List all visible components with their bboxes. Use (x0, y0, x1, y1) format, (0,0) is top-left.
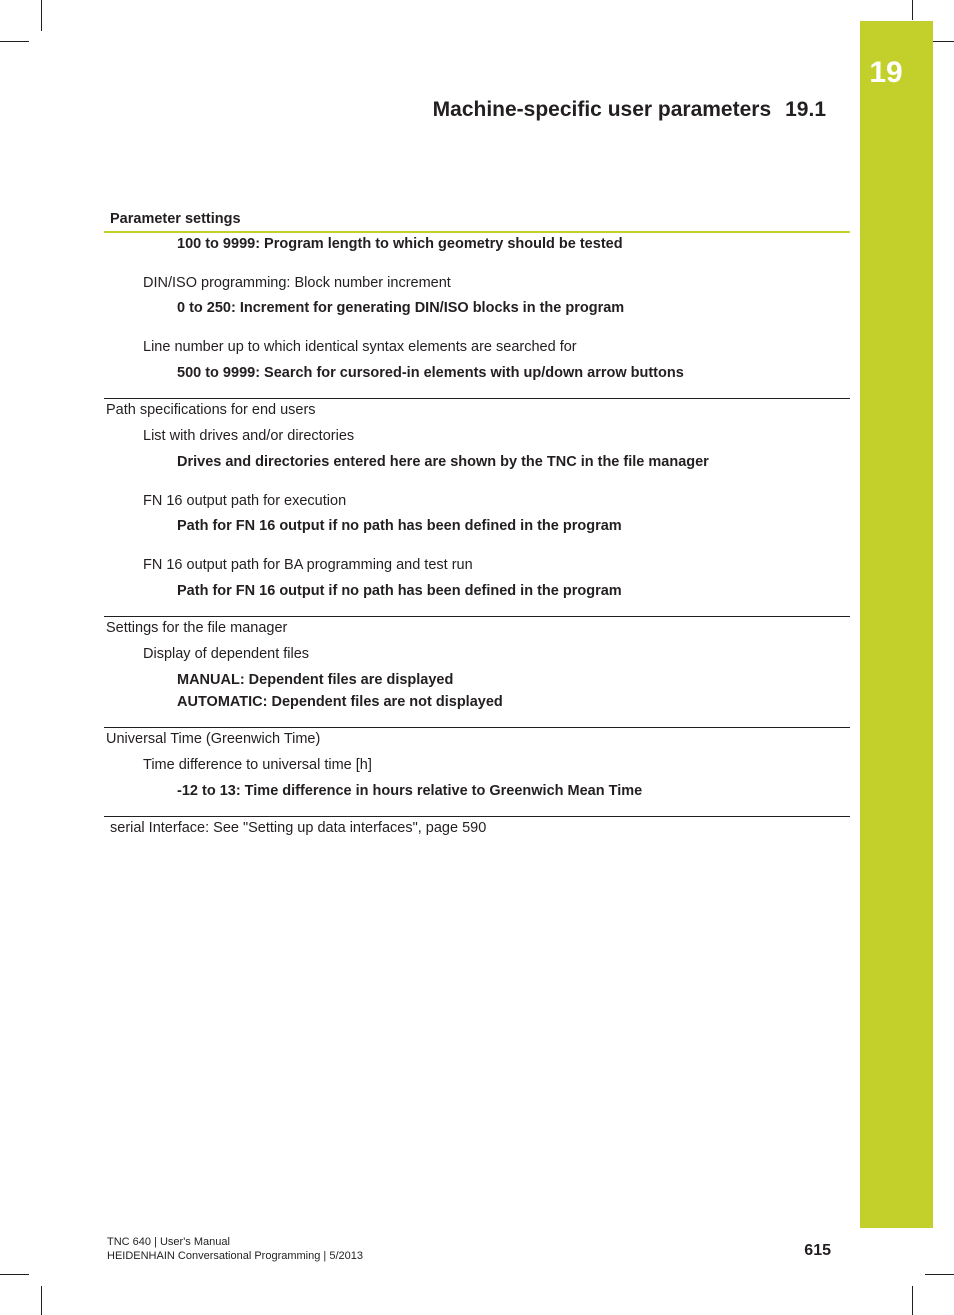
crop-mark (41, 0, 42, 31)
param-value: 100 to 9999: Program length to which geometry should be tested (177, 236, 623, 252)
param-value: 0 to 250: Increment for generating DIN/ISO blocks in the program (177, 300, 625, 316)
crop-mark (41, 1286, 42, 1315)
param-name: FN 16 output path for execution (143, 493, 347, 509)
param-group: Settings for the file manager (106, 620, 288, 636)
crop-mark (0, 41, 29, 42)
footer (107, 1235, 363, 1263)
param-name: List with drives and/or directories (143, 428, 355, 444)
crop-mark (912, 1286, 913, 1315)
param-value: AUTOMATIC: Dependent files are not displayed (177, 694, 503, 710)
page-number: 615 (804, 1242, 831, 1259)
header-section: 19.1 (785, 98, 826, 121)
page-header (433, 98, 826, 122)
param-name: Line number up to which identical syntax elements are searched for (143, 339, 577, 355)
param-value: -12 to 13: Time difference in hours relative to Greenwich Mean Time (177, 783, 643, 799)
footer-line-1: TNC 640 | User's Manual (107, 1236, 230, 1248)
chapter-number: 19 (869, 56, 903, 89)
chapter-tab (860, 21, 933, 1228)
param-group: Path specifications for end users (106, 402, 316, 418)
param-name: Display of dependent files (143, 646, 310, 662)
table-heading-rule (104, 231, 850, 233)
footer-line-2: HEIDENHAIN Conversational Programming | 5/2013 (107, 1250, 363, 1262)
param-value: Drives and directories entered here are shown by the TNC in the file manager (177, 454, 709, 470)
param-name: DIN/ISO programming: Block number increment (143, 275, 451, 291)
param-name: Time difference to universal time [h] (143, 757, 372, 773)
row-divider (104, 398, 850, 399)
crop-mark (0, 1274, 29, 1275)
cross-reference: serial Interface: See "Setting up data interfaces", page 590 (110, 820, 487, 836)
param-value: MANUAL: Dependent files are displayed (177, 672, 454, 688)
param-value: 500 to 9999: Search for cursored-in elements with up/down arrow buttons (177, 365, 684, 381)
table-heading: Parameter settings (110, 211, 241, 227)
row-divider (104, 727, 850, 728)
crop-mark (912, 0, 913, 20)
param-name: FN 16 output path for BA programming and test run (143, 557, 473, 573)
param-group: Universal Time (Greenwich Time) (106, 731, 321, 747)
header-title: Machine-specific user parameters (432, 98, 772, 121)
param-value: Path for FN 16 output if no path has been defined in the program (177, 518, 622, 534)
row-divider (104, 816, 850, 817)
param-value: Path for FN 16 output if no path has been defined in the program (177, 583, 622, 599)
crop-mark (925, 1274, 954, 1275)
row-divider (104, 616, 850, 617)
